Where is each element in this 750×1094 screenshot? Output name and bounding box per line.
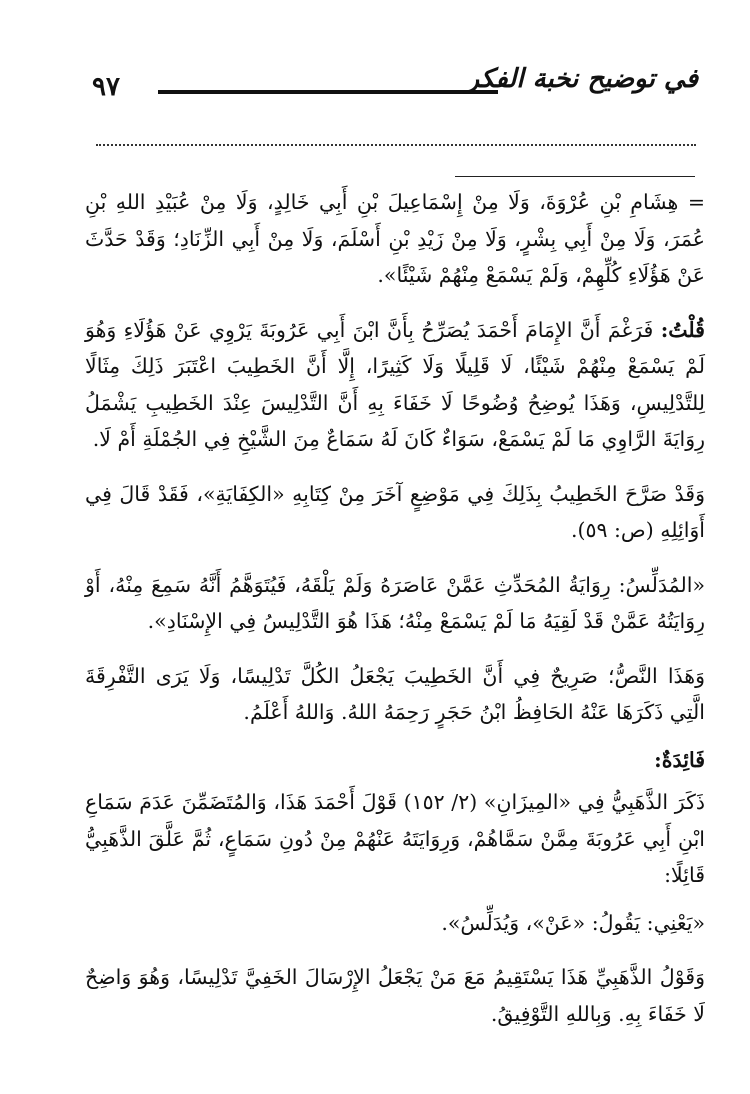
page-body [85,184,705,1043]
header-rule [158,90,498,94]
paragraph-comment [85,312,705,458]
dotted-separator [96,144,696,146]
qultu-label: قُلْتُ: [660,317,705,342]
paragraph-quote-mudallis: «المُدَلِّسُ: رِوَايَةُ المُحَدِّثِ عَمَّنْ عَاصَرَهُ وَلَمْ يَلْقَهُ، فَيُتَوَهَّمُ أَنَّهُ سَمِعَ مِنْهُ، أَوْ رِوَايَتُهُ عَمَّنْ قَدْ لَقِيَهُ مَا لَمْ يَسْمَعْ مِنْهُ؛ هَذَا هُوَ التَّدْلِيسُ فِي الإِسْنَادِ». [85,572,705,633]
paragraph-kifaya: وَقَدْ صَرَّحَ الخَطِيبُ بِذَلِكَ فِي مَوْضِعٍ آخَرَ مِنْ كِتَابِهِ «الكِفَايَةِ»، فَقَدْ قَالَ فِي أَوَائِلِهِ (ص: ٥٩). [85,481,705,542]
paragraph-mizan: ذَكَرَ الذَّهَبِيُّ فِي «المِيزَانِ» (٢/ ١٥٢) قَوْلَ أَحْمَدَ هَذَا، وَالمُتَضَمِّنَ عَدَمَ سَمَاعِ ابْنِ أَبِي عَرُوبَةَ مِمَّنْ سَمَّاهُمْ، وَرِوَايَتَهُ عَنْهُمْ مِنْ دُونِ سَمَاعٍ، ثُمَّ عَلَّقَ الذَّهَبِيُّ قَائِلًا: [85,790,705,887]
page-number: ٩٧ [92,72,120,102]
running-title: في توضيح نخبة الفكر [466,64,698,94]
paragraph-quote-yani: «يَعْنِي: يَقُولُ: «عَنْ»، وَيُدَلِّسُ». [441,910,705,935]
faida-heading: فَائِدَةٌ: [654,747,705,772]
paragraph-conclusion: وَهَذَا النَّصُّ؛ صَرِيحٌ فِي أَنَّ الخَطِيبَ يَجْعَلُ الكُلَّ تَدْلِيسًا، وَلَا يَرَى التَّفْرِقَةَ الَّتِي ذَكَرَهَا عَنْهُ الحَافِظُ ابْنُ حَجَرٍ رَحِمَهُ اللهُ. وَاللهُ أَعْلَمُ. [85,663,705,724]
paragraph-final: وَقَوْلُ الذَّهَبِيِّ هَذَا يَسْتَقِيمُ مَعَ مَنْ يَجْعَلُ الإِرْسَالَ الخَفِيَّ تَدْلِيسًا، وَهُوَ وَاضِحٌ لَا خَفَاءَ بِهِ. وَبِاللهِ التَّوْفِيقُ. [85,965,705,1026]
paragraph-footnote-continuation: = هِشَامِ بْنِ عُرْوَةَ، وَلَا مِنْ إِسْمَاعِيلَ بْنِ أَبِي خَالِدٍ، وَلَا مِنْ عُبَيْدِ اللهِ بْنِ عُمَرَ، وَلَا مِنْ أَبِي بِشْرٍ، وَلَا مِنْ زَيْدِ بْنِ أَسْلَمَ، وَلَا مِنْ أَبِي الزِّنَادِ؛ وَقَدْ حَدَّثَ عَنْ هَؤُلَاءِ كُلِّهِمْ، وَلَمْ يَسْمَعْ مِنْهُمْ شَيْئًا». [85,190,705,287]
paragraph-comment-text: فَرَغْمَ أَنَّ الإِمَامَ أَحْمَدَ يُصَرِّحُ بِأَنَّ ابْنَ أَبِي عَرُوبَةَ يَرْوِي عَنْ هَؤُلَاءِ وَهُوَ لَمْ يَسْمَعْ مِنْهُمْ شَيْئًا، لَا قَلِيلًا وَلَا كَثِيرًا، إِلَّا أَنَّ الخَطِيبَ اعْتَبَرَ ذَلِكَ مِثَالًا لِلتَّدْلِيسِ، وَهَذَا يُوضِحُ وُضُوحًا لَا خَفَاءَ بِهِ أَنَّ التَّدْلِيسَ عِنْدَ الخَطِيبِ يَشْمَلُ رِوَايَةَ الرَّاوِي مَا لَمْ يَسْمَعْ، سَوَاءٌ كَانَ لَهُ سَمَاعٌ مِنَ الشَّيْخِ فِي الجُمْلَةِ أَمْ لَا. [85,317,705,451]
page-header [92,64,698,118]
footnote-rule [455,176,695,177]
